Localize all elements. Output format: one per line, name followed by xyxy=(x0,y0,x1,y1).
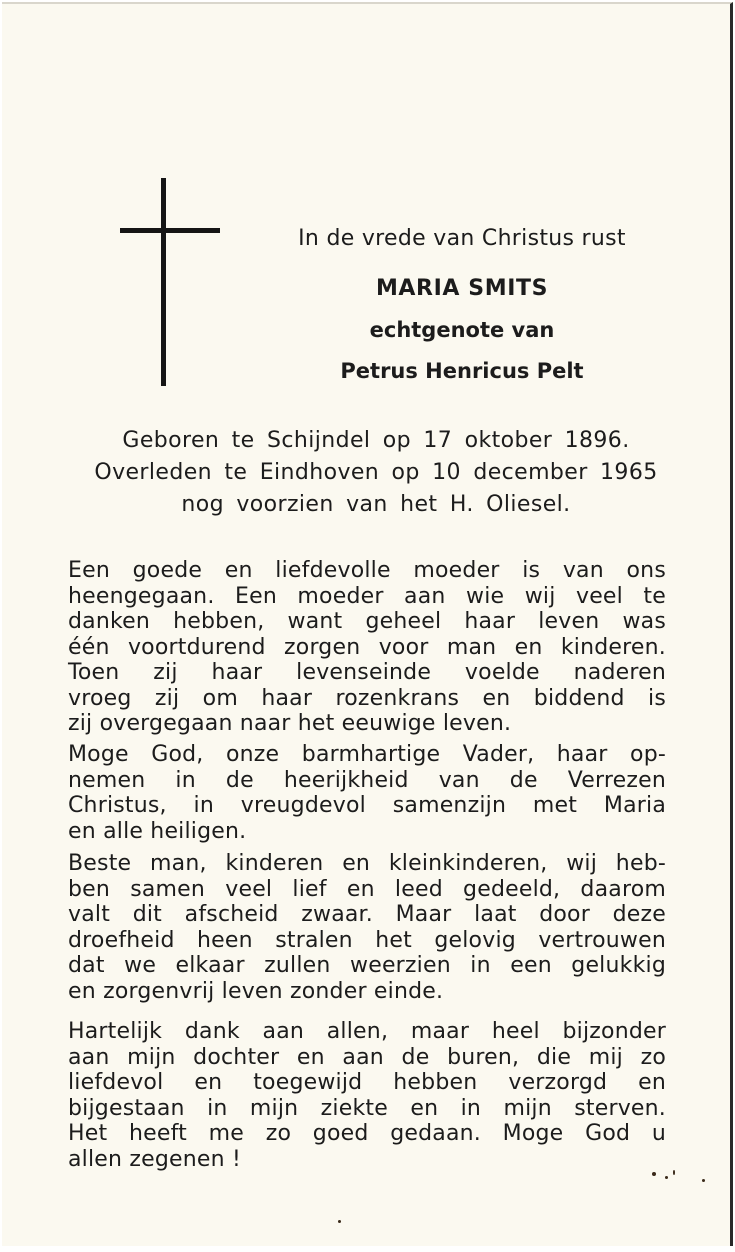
text-line: één voortdurend zorgen voor man en kinderen. xyxy=(68,634,666,660)
cross-icon-bar xyxy=(120,228,220,233)
text-line: zij overgegaan naar het eeuwige leven. xyxy=(68,711,512,736)
text-line: heengegaan. Een moeder aan wie wij veel te xyxy=(68,583,666,609)
ink-speck xyxy=(673,1170,675,1175)
text-line: dat we elkaar zullen weerzien in een gelukkig xyxy=(68,953,666,978)
text-line: danken hebben, want geheel haar leven was xyxy=(68,609,666,634)
sacrament-line: nog voorzien van het H. Oliesel. xyxy=(181,492,571,517)
spouse-title: echtgenote van xyxy=(369,318,555,342)
ink-speck xyxy=(702,1179,705,1182)
text-line: vroeg zij om haar rozenkrans en biddend is xyxy=(68,685,666,711)
text-line: nemen in de heerijkheid van de Verrezen xyxy=(68,767,666,793)
paragraph-prayer xyxy=(68,742,666,844)
dates-block xyxy=(62,425,690,521)
text-line: ben samen veel lief en leed gedeeld, daarom xyxy=(68,876,666,902)
deceased-name: MARIA SMITS xyxy=(375,276,549,301)
text-line: Christus, in vreugdevol samenzijn met Maria xyxy=(68,793,666,818)
text-line: Een goede en liefdevolle moeder is van ons xyxy=(68,558,666,583)
text-line: aan mijn dochter en aan de buren, die mij zo xyxy=(68,1044,666,1070)
ink-speck xyxy=(652,1172,656,1176)
text-line: Het heeft me zo goed gedaan. Moge God u xyxy=(68,1121,666,1146)
text-line: liefdevol en toegewijd hebben verzorgd en xyxy=(68,1070,666,1095)
paragraph-farewell xyxy=(68,558,666,737)
text-line: valt dit afscheid zwaar. Maar laat door deze xyxy=(68,902,666,927)
paragraph-thanks xyxy=(68,1019,666,1172)
text-line: Moge God, onze barmhartige Vader, haar op- xyxy=(68,742,666,767)
cross-icon xyxy=(161,178,166,386)
text-line: bijgestaan in mijn ziekte en in mijn sterven. xyxy=(68,1095,666,1121)
text-line: droefheid heen stralen het gelovig vertrouwen xyxy=(68,927,666,953)
text-line: Beste man, kinderen en kleinkinderen, wij heb- xyxy=(68,851,666,876)
memorial-card xyxy=(2,2,733,1246)
ink-speck xyxy=(338,1220,341,1223)
paragraph-family xyxy=(68,851,666,1004)
in-memoriam-line: In de vrede van Christus rust xyxy=(298,226,626,251)
death-line: Overleden te Eindhoven op 10 december 1965 xyxy=(94,460,658,485)
text-line: Toen zij haar levenseinde voelde naderen xyxy=(68,660,666,685)
ink-speck xyxy=(665,1176,668,1179)
birth-line: Geboren te Schijndel op 17 oktober 1896. xyxy=(122,428,630,453)
text-line: en zorgenvrij leven zonder einde. xyxy=(68,978,444,1004)
text-line: Hartelijk dank aan allen, maar heel bijzonder xyxy=(68,1019,666,1044)
spouse-name: Petrus Henricus Pelt xyxy=(340,359,584,383)
text-line: en alle heiligen. xyxy=(68,818,247,844)
text-line: allen zegenen ! xyxy=(68,1146,241,1172)
